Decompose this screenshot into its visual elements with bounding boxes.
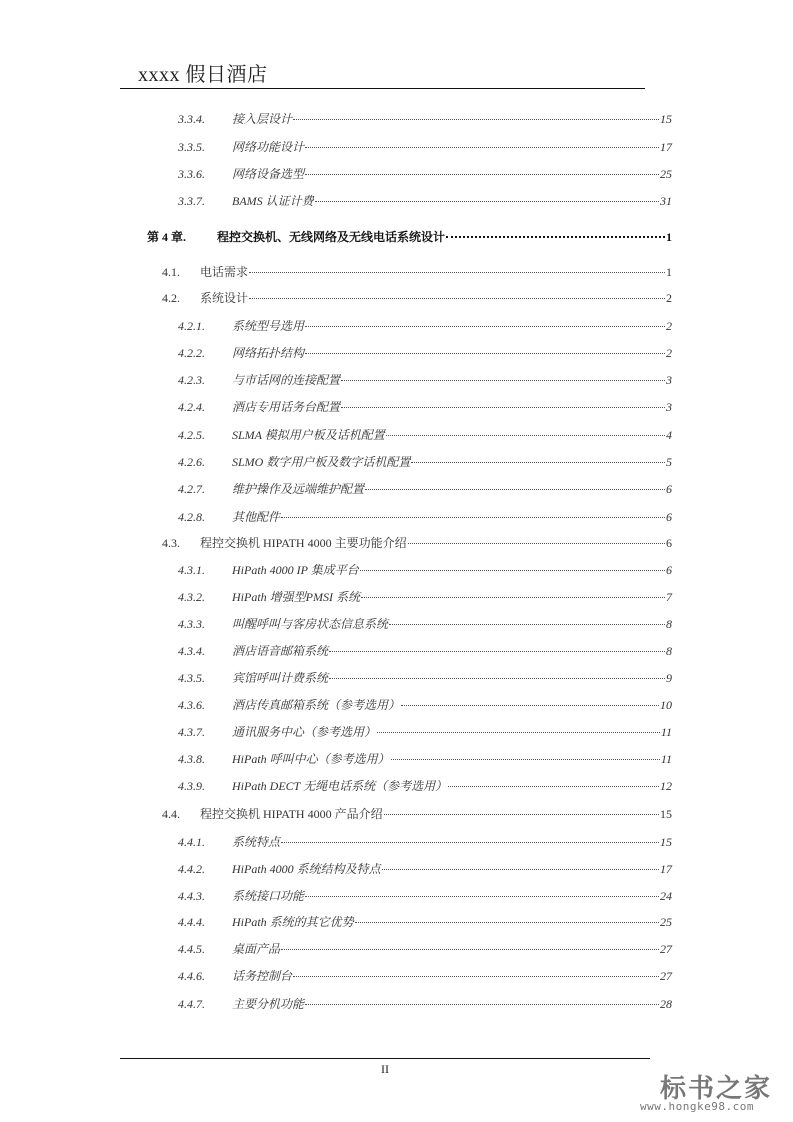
toc-entry-page: 24 [660,889,672,903]
toc-entry-number: 3.3.6. [178,167,205,181]
toc-entry-page: 10 [660,698,672,712]
toc-entry-title: 系统特点 [232,835,281,849]
document-header-title: xxxx 假日酒店 [138,64,268,86]
toc-entry[interactable] [178,940,672,957]
toc-entry[interactable] [178,615,672,632]
page-number: II [381,1062,389,1076]
toc-entry-number: 4.4.4. [178,915,205,929]
toc-leader-dots [281,841,659,843]
toc-entry[interactable] [162,263,672,280]
toc-entry-number: 第 4 章. [147,230,187,244]
toc-leader-dots [446,235,665,238]
toc-entry-number: 4.3.4. [178,644,205,658]
toc-entry-title: HiPath 增强型PMSI 系统 [232,590,360,604]
toc-entry[interactable] [178,344,672,361]
toc-leader-dots [305,146,659,148]
toc-entry-number: 4.2.4. [178,400,205,414]
toc-entry-title: 程控交换机 HIPATH 4000 产品介绍 [200,807,383,821]
toc-leader-dots [281,948,659,950]
toc-entry-title: 维护操作及远端维护配置 [232,482,365,496]
toc-entry[interactable] [178,995,672,1012]
toc-entry-title: 宾馆呼叫计费系统 [232,671,329,685]
toc-entry-page: 8 [666,644,672,658]
toc-entry-number: 4.4.6. [178,969,205,983]
toc-entry-title: HiPath 4000 IP 集成平台 [232,563,359,577]
toc-entry[interactable] [178,669,672,686]
toc-leader-dots [382,868,659,870]
header-divider [120,88,645,89]
toc-entry-number: 4.2.6. [178,455,205,469]
toc-entry[interactable] [178,913,672,930]
toc-entry[interactable] [178,508,672,525]
toc-leader-dots [329,677,665,679]
toc-entry-title: 网络功能设计 [232,140,305,154]
toc-entry[interactable] [178,561,672,578]
toc-entry-page: 25 [660,167,672,181]
toc-leader-dots [315,200,659,202]
toc-entry[interactable] [178,750,672,767]
toc-entry-page: 3 [666,373,672,387]
toc-entry-page: 1 [666,230,672,244]
toc-entry[interactable] [162,805,672,822]
toc-entry-number: 4.4.1. [178,835,205,849]
toc-entry-page: 1 [666,265,672,279]
toc-leader-dots [377,731,660,733]
toc-entry[interactable] [178,480,672,497]
toc-entry[interactable] [178,833,672,850]
toc-entry-number: 4.3.7. [178,725,205,739]
toc-entry-title: HiPath 4000 系统结构及特点 [232,862,381,876]
toc-entry-title: 话务控制台 [232,969,293,983]
toc-entry[interactable] [178,642,672,659]
toc-entry-title: 酒店传真邮箱系统（参考选用） [232,698,401,712]
toc-entry-page: 15 [660,112,672,126]
toc-entry[interactable] [178,453,672,470]
toc-entry-page: 11 [660,725,672,739]
toc-leader-dots [384,813,659,815]
toc-leader-dots [448,785,659,787]
toc-entry-number: 4.2.7. [178,482,205,496]
toc-entry-page: 9 [666,671,672,685]
toc-entry-page: 3 [666,400,672,414]
toc-entry-page: 15 [660,835,672,849]
footer-divider [120,1058,650,1059]
toc-entry-title: 系统接口功能 [232,889,305,903]
toc-leader-dots [305,173,659,175]
toc-entry-page: 4 [666,428,672,442]
toc-leader-dots [360,569,665,571]
toc-entry-title: 电话需求 [200,265,249,279]
watermark-logo: 标书之家 [660,1074,773,1104]
toc-leader-dots [389,623,665,625]
toc-entry-title: 其他配件 [232,510,281,524]
toc-leader-dots [386,434,665,436]
toc-entry-number: 4.4.2. [178,862,205,876]
toc-entry-number: 4.2.1. [178,319,205,333]
toc-entry-number: 4.4.7. [178,997,205,1011]
toc-entry-title: HiPath DECT 无绳电话系统（参考选用） [232,779,448,793]
toc-entry-title: HiPath 系统的其它优势 [232,915,354,929]
toc-entry-number: 4.2. [162,291,180,305]
toc-leader-dots [305,352,665,354]
toc-entry-page: 2 [666,346,672,360]
toc-leader-dots [293,118,659,120]
toc-entry-number: 3.3.7. [178,194,205,208]
toc-entry-title: 叫醒呼叫与客房状态信息系统 [232,617,389,631]
toc-leader-dots [355,921,659,923]
toc-leader-dots [408,542,665,544]
toc-entry-title: 酒店专用话务台配置 [232,400,341,414]
toc-entry-title: 桌面产品 [232,942,281,956]
toc-entry-number: 4.2.8. [178,510,205,524]
toc-entry-page: 31 [660,194,672,208]
toc-entry-page: 11 [660,752,672,766]
toc-entry[interactable] [178,192,672,209]
toc-entry[interactable] [178,110,672,127]
toc-entry-title: 系统设计 [200,291,249,305]
toc-entry[interactable] [178,696,672,713]
toc-entry-page: 5 [666,455,672,469]
toc-entry-number: 4.2.5. [178,428,205,442]
toc-entry-number: 4.3.1. [178,563,205,577]
toc-entry-title: 程控交换机 HIPATH 4000 主要功能介绍 [200,536,407,550]
toc-entry-number: 4.4.5. [178,942,205,956]
toc-entry[interactable] [178,860,672,877]
toc-leader-dots [293,975,659,977]
toc-entry-page: 27 [660,969,672,983]
toc-entry[interactable] [178,967,672,984]
toc-entry[interactable] [162,289,672,306]
toc-leader-dots [249,297,665,299]
toc-entry-page: 6 [666,563,672,577]
toc-entry-title: 接入层设计 [232,112,293,126]
toc-entry[interactable] [178,426,672,443]
toc-entry-title: 系统型号选用 [232,319,305,333]
toc-entry-title: HiPath 呼叫中心（参考选用） [232,752,390,766]
toc-entry-page: 27 [660,942,672,956]
toc-leader-dots [391,758,660,760]
toc-entry-number: 4.2.3. [178,373,205,387]
toc-entry-page: 6 [666,536,672,550]
toc-entry-number: 4.2.2. [178,346,205,360]
toc-entry-page: 17 [660,140,672,154]
toc-entry-title: 主要分机功能 [232,997,305,1011]
watermark-url: www.hongke98.com [640,1100,754,1113]
toc-entry-number: 3.3.5. [178,140,205,154]
toc-entry-page: 2 [666,319,672,333]
toc-entry-page: 25 [660,915,672,929]
toc-entry-title: 网络设备选型 [232,167,305,181]
toc-leader-dots [411,461,665,463]
toc-entry[interactable] [178,588,672,605]
toc-entry-title: 通讯服务中心（参考选用） [232,725,377,739]
toc-entry-page: 2 [666,291,672,305]
toc-entry-page: 12 [660,779,672,793]
toc-entry-title: 网络拓扑结构 [232,346,305,360]
toc-entry[interactable] [178,777,672,794]
toc-leader-dots [249,271,665,273]
toc-leader-dots [361,596,665,598]
toc-entry-page: 28 [660,997,672,1011]
toc-entry-title: 酒店语音邮箱系统 [232,644,329,658]
toc-entry[interactable] [178,138,672,155]
toc-entry-number: 4.3.2. [178,590,205,604]
toc-entry[interactable] [178,398,672,415]
toc-leader-dots [329,650,665,652]
toc-entry[interactable] [178,887,672,904]
toc-entry-title: 与市话网的连接配置 [232,373,341,387]
toc-entry-page: 17 [660,862,672,876]
toc-entry[interactable] [178,165,672,182]
toc-leader-dots [401,704,659,706]
toc-entry-page: 15 [660,807,672,821]
toc-entry-number: 4.1. [162,265,180,279]
toc-entry-number: 4.4. [162,807,180,821]
toc-leader-dots [305,325,665,327]
toc-entry-number: 4.3.5. [178,671,205,685]
toc-entry-number: 4.3.3. [178,617,205,631]
toc-entry-number: 3.3.4. [178,112,205,126]
toc-entry-number: 4.3.8. [178,752,205,766]
toc-entry-number: 4.4.3. [178,889,205,903]
toc-entry-page: 6 [666,482,672,496]
toc-leader-dots [305,1003,659,1005]
toc-entry[interactable] [178,723,672,740]
toc-entry-title: BAMS 认证计费 [232,194,314,208]
toc-leader-dots [341,379,665,381]
toc-leader-dots [365,488,665,490]
toc-leader-dots [281,516,665,518]
toc-entry-page: 7 [666,590,672,604]
toc-entry[interactable] [178,317,672,334]
toc-entry-title: 程控交换机、无线网络及无线电话系统设计 [217,230,446,244]
toc-leader-dots [305,895,659,897]
toc-entry[interactable] [178,371,672,388]
toc-entry-number: 4.3. [162,536,180,550]
toc-entry-page: 8 [666,617,672,631]
toc-entry-page: 6 [666,510,672,524]
toc-entry-number: 4.3.6. [178,698,205,712]
toc-entry-title: SLMO 数字用户板及数字话机配置 [232,455,411,469]
toc-entry-title: SLMA 模拟用户板及话机配置 [232,428,385,442]
toc-leader-dots [341,406,665,408]
toc-entry-number: 4.3.9. [178,779,205,793]
toc-entry[interactable] [162,534,672,551]
toc-entry[interactable] [147,228,672,245]
